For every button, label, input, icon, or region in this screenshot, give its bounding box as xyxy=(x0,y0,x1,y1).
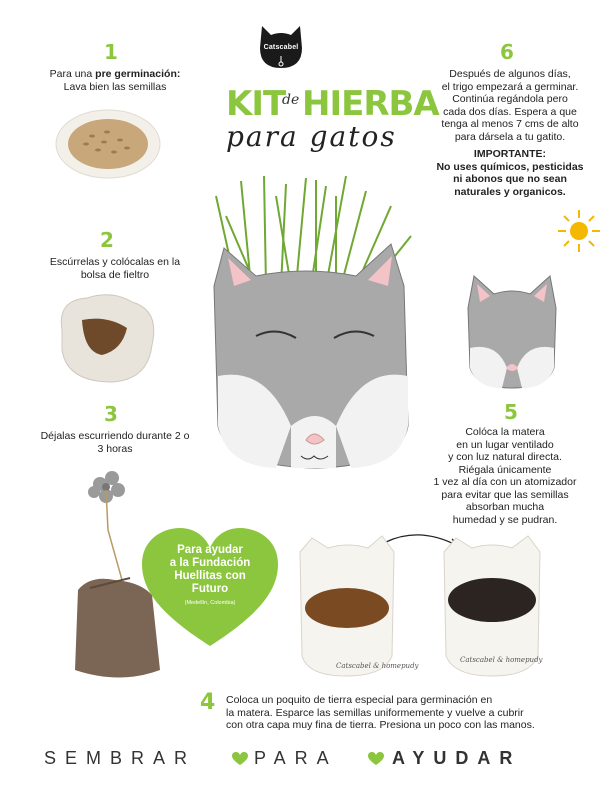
important-note: IMPORTANTE: No uses químicos, pesticidas ni abonos que no sean naturales y organicos. xyxy=(436,148,584,198)
step-6-number: 6 xyxy=(500,40,514,64)
pot-lettering: Catscabel & homepudy xyxy=(336,662,419,670)
step-1-number: 1 xyxy=(104,40,118,64)
heart-text: Para ayudar a la Fundación Huellitas con Futuro xyxy=(169,544,251,595)
step-3-number: 3 xyxy=(104,402,118,426)
step-5-number: 5 xyxy=(504,400,518,424)
footer-word-para: PARA xyxy=(254,748,338,768)
heart-icon xyxy=(368,752,384,766)
step-3-text: Déjalas escurriendo durante 2 o 3 horas xyxy=(40,430,190,455)
title-de: de xyxy=(282,92,300,108)
step-2-number: 2 xyxy=(100,228,114,252)
title-para-gatos: para gatos xyxy=(226,120,397,153)
small-cat-pot-photo xyxy=(462,268,562,390)
cat-planter-photo xyxy=(196,176,436,476)
cup-with-soil-photo xyxy=(432,532,552,680)
step-4-text: Coloca un poquito de tierra especial para germinación en la matera. Esparce las semillas uniformemente y vuelve a cubrir con otra capa muy fina de tierra. Presiona un poco con las manos. xyxy=(226,694,535,731)
brand-name: Catscabel xyxy=(263,44,299,51)
heart-location: (Medellín, Colombia) xyxy=(184,600,236,606)
step-6-text: Después de algunos días, el trigo empezará a germinar. Continúa regándola pero cada dos días. Espera a que tenga al menos 7 cms de alto para dársela a tu gatito. xyxy=(441,68,579,143)
title-hierba: HIERBA xyxy=(302,84,439,124)
cup-with-seeds-photo xyxy=(288,532,419,680)
footer-slogan xyxy=(0,748,613,772)
footer-word-ayudar: AYUDAR xyxy=(392,748,522,768)
pot-lettering: Catscabel & homepudy xyxy=(460,656,543,664)
footer-word-sembrar: SEMBRAR xyxy=(44,748,197,768)
step-1-text: Para una pre germinación: Lava bien las semillas xyxy=(49,68,181,93)
step-4-number: 4 xyxy=(200,690,216,715)
felt-bag-photo xyxy=(52,290,162,390)
step-5-text: Colóca la matera en un lugar ventilado y con luz natural directa. Riégala únicamente 1 vez al día con un atomizador para evitar que las semillas absorban mucha humedad y se pudran. xyxy=(433,426,577,526)
title-kit: KIT xyxy=(226,84,286,124)
sun-icon xyxy=(556,208,602,254)
step-2-text: Escúrrelas y colócalas en la bolsa de fieltro xyxy=(49,256,181,281)
heart-icon xyxy=(232,752,248,766)
seeds-bowl-photo xyxy=(52,106,164,182)
